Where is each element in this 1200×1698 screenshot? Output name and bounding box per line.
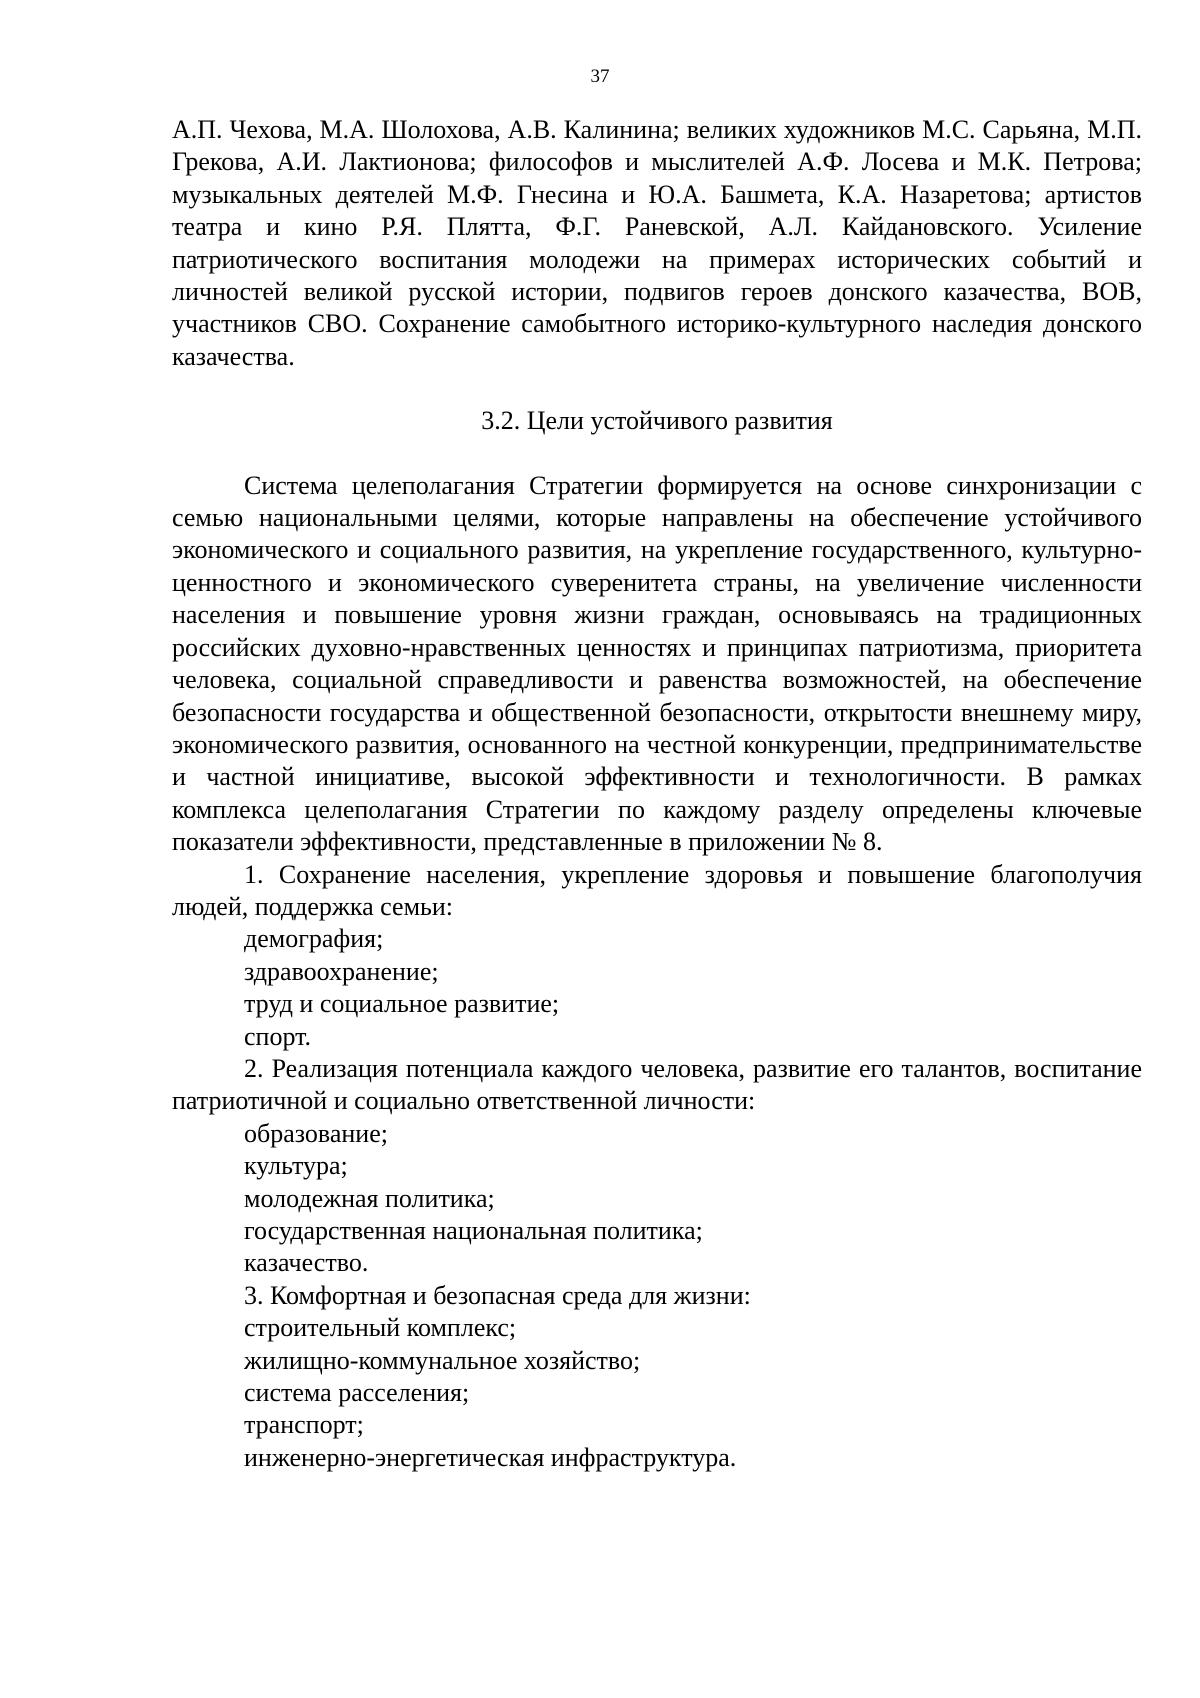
list-item: транспорт; bbox=[244, 1410, 364, 1440]
list-item: демография; bbox=[244, 924, 384, 954]
list-item: система расселения; bbox=[244, 1378, 470, 1408]
list-item: здравоохранение; bbox=[244, 956, 439, 986]
main-paragraph: Система целеполагания Стратегии формируется на основе синхронизации с семью национальными целями, которые направлены на обеспечение устойчивого экономического и социального развития, на укрепление государственного, культурно-ценностного и экономического суверенитета страны, на увеличение численности населения и повышение уровня жизни граждан, основываясь на традиционных российских духовно-нравственных ценностях и принципах патриотизма, приоритета человека, социальной справедливости и равенства возможностей, на обеспечение безопасности государства и общественной безопасности, открытости внешнему миру, экономического развития, основанного на честной конкуренции, предпринимательстве и частной инициативе, высокой эффективности и технологичности. В рамках комплекса целеполагания Стратегии по каждому разделу определены ключевые показатели эффективности, представленные в приложении № 8. bbox=[172, 470, 1142, 857]
goal-2-title: 2. Реализация потенциала каждого человека, развитие его талантов, воспитание патриотичной и социально ответственной личности: bbox=[172, 1053, 1142, 1116]
goal-3-title: 3. Комфортная и безопасная среда для жизни: bbox=[244, 1280, 751, 1310]
list-item: спорт. bbox=[244, 1021, 312, 1051]
list-item: строительный комплекс; bbox=[244, 1313, 517, 1343]
list-item: казачество. bbox=[244, 1248, 369, 1278]
list-item: образование; bbox=[244, 1118, 388, 1148]
list-item: жилищно-коммунальное хозяйство; bbox=[244, 1345, 641, 1375]
document-body bbox=[172, 114, 1142, 1474]
list-item: инженерно-энергетическая инфраструктура. bbox=[244, 1442, 737, 1472]
intro-paragraph: А.П. Чехова, М.А. Шолохова, А.В. Калинина; великих художников М.С. Сарьяна, М.П. Грекова, А.И. Лактионова; философов и мыслителей А.Ф. Лосева и М.К. Петрова; музыкальных деятелей М.Ф. Гнесина и Ю.А. Башмета, К.А. Назаретова; артистов театра и кино Р.Я. Плятта, Ф.Г. Раневской, А.Л. Кайдановского. Усиление патриотического воспитания молодежи на примерах исторических событий и личностей великой русской истории, подвигов героев донского казачества, ВОВ, участников СВО. Сохранение самобытного историко-культурного наследия донского казачества. bbox=[172, 115, 1142, 371]
list-item: государственная национальная политика; bbox=[244, 1216, 703, 1245]
list-item: культура; bbox=[244, 1151, 348, 1181]
section-heading: 3.2. Цели устойчивого развития bbox=[481, 406, 833, 436]
page-number: 37 bbox=[590, 66, 610, 87]
goal-1-title: 1. Сохранение населения, укрепление здоровья и повышение благополучия людей, поддержка семьи: bbox=[172, 859, 1142, 921]
list-item: молодежная политика; bbox=[244, 1183, 495, 1213]
list-item: труд и социальное развитие; bbox=[244, 989, 560, 1019]
